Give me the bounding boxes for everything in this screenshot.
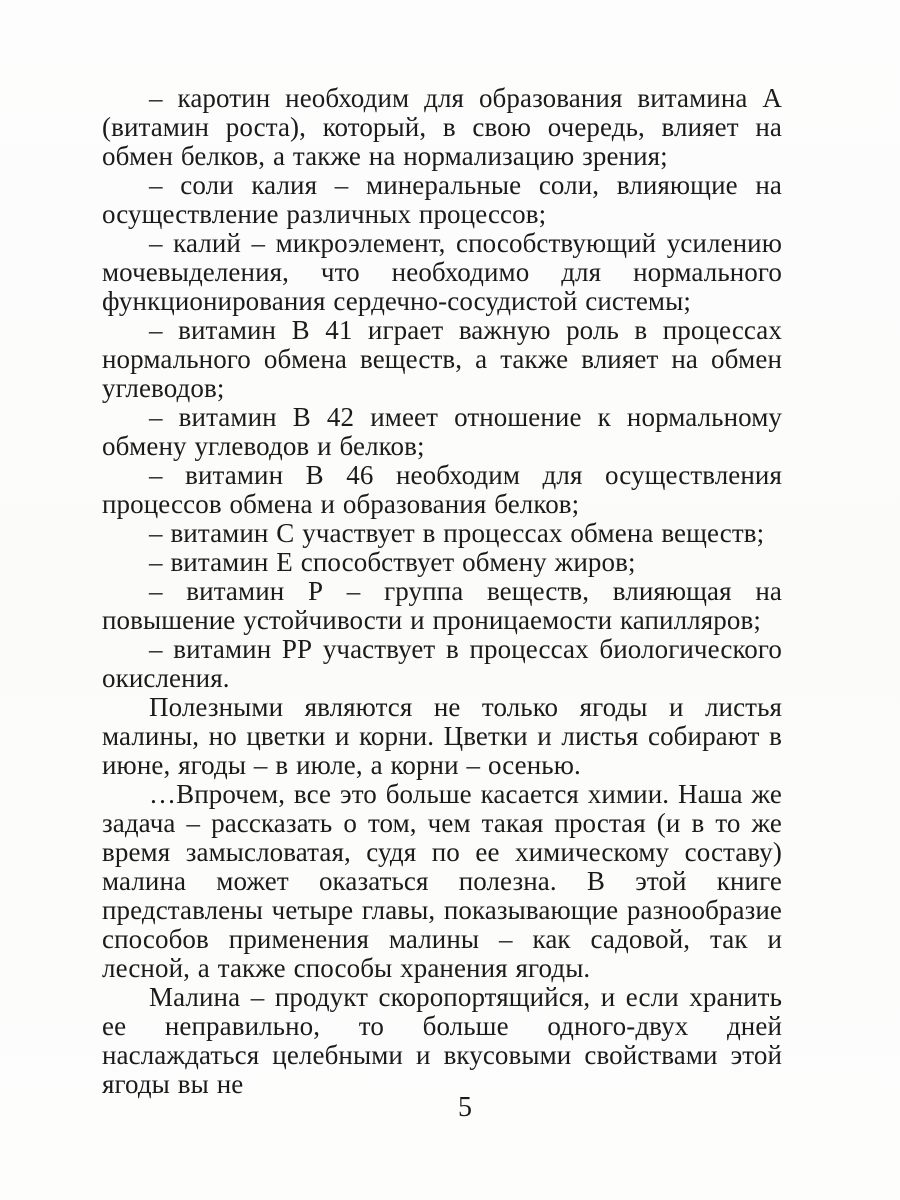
paragraph-perishable: Малина – продукт скоропортящийся, и если хранить ее неправильно, то больше одного-двух дней наслаждаться целебными и вкусовыми свойствами этой ягоды вы не	[102, 982, 782, 1099]
paragraph-vitamin-b6: – витамин В 46 необходим для осуществления процессов обмена и образования белков;	[102, 460, 782, 519]
paragraph-vitamin-c: – витамин С участвует в процессах обмена веществ;	[149, 518, 765, 548]
paragraph-vitamin-b2: – витамин В 42 имеет отношение к нормальному обмену углеводов и белков;	[102, 402, 782, 461]
paragraph-potassium: – калий – микроэлемент, способствующий усилению мочевыделения, что необходимо для нормального функционирования сердечно-сосудистой системы;	[102, 228, 782, 316]
page-number: 5	[458, 1092, 472, 1123]
paragraph-book-intro: …Впрочем, все это больше касается химии. Наша же задача – рассказать о том, чем такая простая (и в то же время замысловатая, судя по ее химическому составу) малина может оказаться полезна. В этой книге представлены четыре главы, показывающие разнообразие способов применения малины – как садовой, так и лесной, а также способы хранения ягоды.	[102, 779, 782, 983]
page-text-block	[102, 84, 782, 1099]
paragraph-vitamin-p: – витамин Р – группа веществ, влияющая на повышение устойчивости и проницаемости капилляров;	[102, 576, 782, 635]
paragraph-vitamin-b1: – витамин В 41 играет важную роль в процессах нормального обмена веществ, а также влияет на обмен углеводов;	[102, 315, 782, 403]
paragraph-vitamin-e: – витамин Е способствует обмену жиров;	[149, 547, 636, 577]
paragraph-useful-parts: Полезными являются не только ягоды и листья малины, но цветки и корни. Цветки и листья собирают в июне, ягоды – в июле, а корни – осенью.	[102, 692, 782, 780]
paragraph-carotene: – каротин необходим для образования витамина А (витамин роста), который, в свою очередь, влияет на обмен белков, а также на нормализацию зрения;	[102, 83, 782, 171]
paragraph-potassium-salts: – соли калия – минеральные соли, влияющие на осуществление различных процессов;	[102, 170, 782, 229]
paragraph-vitamin-pp: – витамин РР участвует в процессах биологического окисления.	[102, 634, 782, 693]
